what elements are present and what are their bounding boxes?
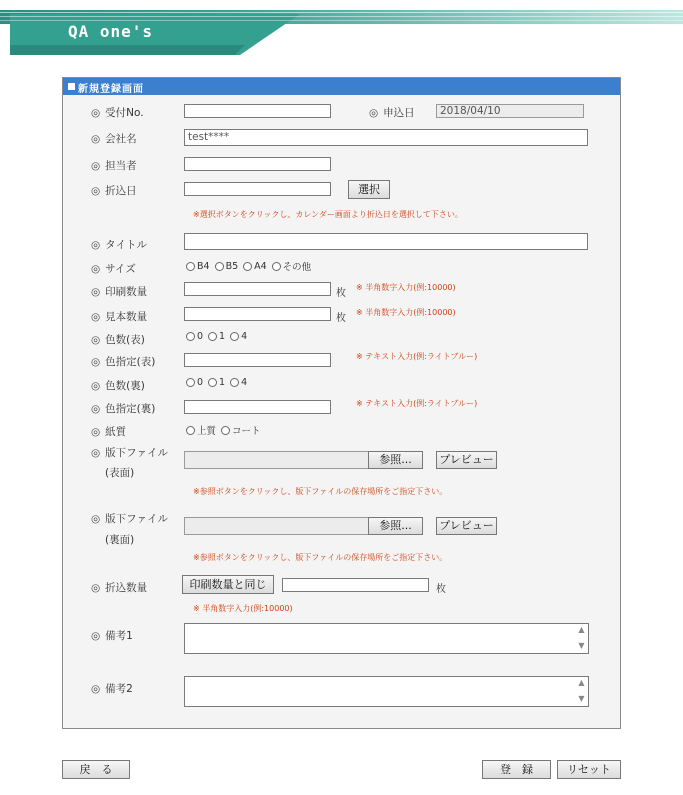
radio-icon[interactable] [186, 426, 195, 435]
radio-icon[interactable] [243, 262, 252, 271]
square-icon [68, 83, 75, 90]
color-spec-back-note: ※ テキスト入力(例:ライトブルー) [356, 399, 478, 408]
color-spec-front-label-text: 色指定(表) [105, 356, 156, 368]
size-option-b5-text: B5 [225, 260, 239, 272]
radio-icon[interactable] [230, 332, 239, 341]
moushikomi-label-text: 申込日 [383, 107, 415, 119]
scroll-down-icon[interactable]: ▼ [578, 694, 585, 703]
file2-label [91, 511, 168, 526]
bullet-icon: ◎ [91, 185, 101, 197]
orikomi-date-label-text: 折込日 [105, 185, 137, 197]
scroll-up-icon[interactable]: ▲ [578, 678, 585, 687]
paper-option-joushitsu[interactable] [186, 423, 216, 437]
print-qty-label-text: 印刷数量 [105, 286, 148, 298]
company-label [91, 131, 137, 146]
bullet-icon: ◎ [91, 683, 101, 695]
orikomi-qty-unit: 枚 [436, 584, 446, 595]
size-radio-group [186, 259, 316, 273]
file2-sublabel: (裏面) [105, 534, 135, 546]
radio-icon[interactable] [186, 262, 195, 271]
color-spec-back-label [91, 401, 155, 416]
panel-header [63, 78, 620, 95]
color-back-label-text: 色数(裏) [105, 380, 145, 392]
bullet-icon: ◎ [91, 403, 101, 415]
size-option-a4-text: A4 [254, 260, 267, 272]
register-button[interactable]: 登 録 [482, 760, 551, 779]
size-option-other[interactable] [272, 259, 312, 273]
radio-icon[interactable] [221, 426, 230, 435]
back-button[interactable]: 戻 る [62, 760, 130, 779]
paper-option-coat[interactable] [221, 423, 261, 437]
radio-icon[interactable] [208, 332, 217, 341]
color-front-option-0[interactable] [186, 331, 203, 342]
reset-button[interactable]: リセット [557, 760, 621, 779]
bullet-icon: ◎ [91, 380, 101, 392]
size-option-a4[interactable] [243, 261, 267, 272]
size-label [91, 261, 136, 276]
size-option-other-text: その他 [282, 262, 312, 273]
orikomi-qty-label-text: 折込数量 [105, 582, 148, 594]
color-back-option-1[interactable] [208, 377, 225, 388]
uketsuke-label-text: 受付No. [105, 107, 144, 119]
uketsuke-label [91, 105, 144, 120]
paper-option-coat-text: コート [232, 426, 261, 437]
file1-browse-button[interactable]: 参照... [368, 451, 423, 469]
sample-qty-note: ※ 半角数字入力(例:10000) [356, 308, 456, 317]
orikomi-qty-label [91, 580, 147, 595]
header-banner [0, 0, 683, 62]
print-qty-label [91, 284, 147, 299]
file1-label [91, 445, 168, 460]
orikomi-date-note: ※選択ボタンをクリックし、カレンダー画面より折込日を選択して下さい。 [193, 210, 463, 219]
bullet-icon: ◎ [91, 426, 101, 438]
bullet-icon: ◎ [91, 160, 101, 172]
sample-qty-label [91, 309, 147, 324]
print-qty-input[interactable] [184, 282, 331, 296]
color-front-option-4-text: 4 [241, 331, 248, 342]
paper-label [91, 424, 126, 439]
color-back-option-1-text: 1 [219, 377, 226, 388]
color-back-option-4[interactable] [230, 377, 247, 388]
moushikomi-label [369, 105, 415, 120]
scroll-down-icon[interactable]: ▼ [578, 641, 585, 650]
company-input[interactable]: test**** [184, 129, 588, 146]
bullet-icon: ◎ [91, 513, 101, 525]
remark2-label-text: 備考2 [105, 683, 133, 695]
radio-icon[interactable] [186, 378, 195, 387]
print-qty-unit: 枚 [336, 288, 346, 299]
radio-icon[interactable] [215, 262, 224, 271]
remark2-textarea[interactable] [184, 676, 589, 707]
title-input[interactable] [184, 233, 588, 250]
color-back-radio-group [186, 377, 252, 388]
bullet-icon: ◎ [91, 582, 101, 594]
radio-icon[interactable] [230, 378, 239, 387]
color-front-option-1[interactable] [208, 331, 225, 342]
bullet-icon: ◎ [91, 630, 101, 642]
moushikomi-input: 2018/04/10 [436, 104, 584, 118]
color-spec-front-input[interactable] [184, 353, 331, 367]
color-front-label [91, 332, 145, 347]
tantou-label [91, 158, 137, 173]
color-front-option-0-text: 0 [197, 331, 204, 342]
orikomi-qty-note: ※ 半角数字入力(例:10000) [193, 604, 293, 613]
size-option-b4[interactable] [186, 261, 210, 272]
bullet-icon: ◎ [91, 334, 101, 346]
scroll-up-icon[interactable]: ▲ [578, 625, 585, 634]
orikomi-date-label [91, 183, 137, 198]
file1-sublabel: (表面) [105, 467, 135, 479]
file2-label-text: 版下ファイル [105, 513, 168, 525]
color-back-option-4-text: 4 [241, 377, 248, 388]
tantou-label-text: 担当者 [105, 160, 137, 172]
orikomi-qty-input[interactable] [282, 578, 429, 592]
date-select-button[interactable]: 選択 [348, 180, 390, 199]
file2-path-input [184, 517, 369, 535]
color-spec-back-input[interactable] [184, 400, 331, 414]
bullet-icon: ◎ [91, 263, 101, 275]
remark1-textarea[interactable] [184, 623, 589, 654]
size-label-text: サイズ [105, 263, 136, 275]
bullet-icon: ◎ [91, 239, 101, 251]
size-option-b5[interactable] [215, 261, 239, 272]
color-back-option-0-text: 0 [197, 377, 204, 388]
panel-title: 新規登録画面 [78, 84, 144, 95]
same-as-print-qty-button[interactable]: 印刷数量と同じ [182, 575, 274, 594]
title-label [91, 237, 147, 252]
radio-icon[interactable] [272, 262, 281, 271]
title-label-text: タイトル [105, 239, 147, 251]
bullet-icon: ◎ [91, 356, 101, 368]
bullet-icon: ◎ [91, 133, 101, 145]
remark2-label [91, 681, 133, 696]
color-front-option-4[interactable] [230, 331, 247, 342]
color-back-label [91, 378, 145, 393]
file1-path-input [184, 451, 369, 469]
company-label-text: 会社名 [105, 133, 137, 145]
file2-note: ※参照ボタンをクリックし、版下ファイルの保存場所をご指定下さい。 [193, 553, 448, 562]
paper-label-text: 紙質 [105, 426, 127, 438]
paper-option-joushitsu-text: 上質 [197, 426, 217, 437]
brand-title: QA one's [68, 22, 154, 41]
file1-preview-button[interactable]: プレビュー [436, 451, 497, 469]
color-spec-front-label [91, 354, 155, 369]
color-spec-back-label-text: 色指定(裏) [105, 403, 156, 415]
size-option-b4-text: B4 [197, 260, 210, 272]
orikomi-date-input[interactable] [184, 182, 331, 196]
remark1-label [91, 628, 133, 643]
remark1-label-text: 備考1 [105, 630, 133, 642]
color-back-option-0[interactable] [186, 377, 203, 388]
color-front-radio-group [186, 331, 252, 342]
color-front-option-1-text: 1 [219, 331, 226, 342]
color-spec-front-note: ※ テキスト入力(例:ライトブルー) [356, 352, 478, 361]
bullet-icon: ◎ [369, 107, 379, 119]
file1-note: ※参照ボタンをクリックし、版下ファイルの保存場所をご指定下さい。 [193, 487, 448, 496]
tantou-input[interactable] [184, 157, 331, 171]
print-qty-note: ※ 半角数字入力(例:10000) [356, 283, 456, 292]
sample-qty-label-text: 見本数量 [105, 311, 148, 323]
sample-qty-input[interactable] [184, 307, 331, 321]
uketsuke-input[interactable] [184, 104, 331, 118]
radio-icon[interactable] [208, 378, 217, 387]
file2-preview-button[interactable]: プレビュー [436, 517, 497, 535]
file1-label-text: 版下ファイル [105, 447, 168, 459]
bullet-icon: ◎ [91, 107, 101, 119]
radio-icon[interactable] [186, 332, 195, 341]
color-front-label-text: 色数(表) [105, 334, 145, 346]
registration-panel [62, 77, 621, 729]
bullet-icon: ◎ [91, 286, 101, 298]
sample-qty-unit: 枚 [336, 313, 346, 324]
file2-browse-button[interactable]: 参照... [368, 517, 423, 535]
paper-radio-group [186, 423, 266, 437]
bullet-icon: ◎ [91, 311, 101, 323]
bullet-icon: ◎ [91, 447, 101, 459]
